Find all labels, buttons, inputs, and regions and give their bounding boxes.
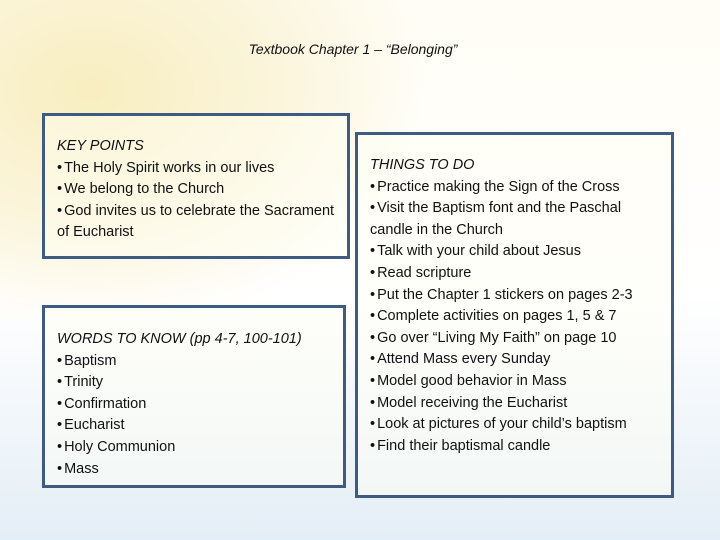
list-item: • Find their baptismal candle (370, 436, 659, 458)
list-item: • Mass (57, 459, 331, 481)
key-points-heading: KEY POINTS (57, 138, 144, 154)
key-points-box (42, 113, 350, 259)
things-to-do-box (355, 132, 674, 498)
list-item: • We belong to the Church (57, 179, 335, 201)
list-item: • Go over “Living My Faith” on page 10 (370, 328, 659, 350)
list-item: • Practice making the Sign of the Cross (370, 177, 659, 199)
list-item: • Holy Communion (57, 437, 331, 459)
list-item: • Eucharist (57, 415, 331, 437)
list-item: • Model receiving the Eucharist (370, 393, 659, 415)
list-item: • Look at pictures of your child’s baptism (370, 414, 659, 436)
things-heading: THINGS TO DO (370, 157, 475, 173)
words-to-know-box (42, 305, 346, 488)
list-item: • God invites us to celebrate the Sacrament of Eucharist (57, 201, 335, 244)
slide-title: Textbook Chapter 1 – “Belonging” (248, 41, 458, 57)
list-item: • Read scripture (370, 263, 659, 285)
words-heading: WORDS TO KNOW (pp 4-7, 100-101) (57, 331, 302, 347)
list-item: • Model good behavior in Mass (370, 371, 659, 393)
list-item: • Complete activities on pages 1, 5 & 7 (370, 306, 659, 328)
list-item: • Confirmation (57, 394, 331, 416)
list-item: • Baptism (57, 351, 331, 373)
list-item: • The Holy Spirit works in our lives (57, 158, 335, 180)
list-item: • Put the Chapter 1 stickers on pages 2-3 (370, 285, 659, 307)
list-item: • Visit the Baptism font and the Paschal candle in the Church (370, 198, 659, 241)
list-item: • Talk with your child about Jesus (370, 241, 659, 263)
list-item: • Attend Mass every Sunday (370, 349, 659, 371)
list-item: • Trinity (57, 372, 331, 394)
